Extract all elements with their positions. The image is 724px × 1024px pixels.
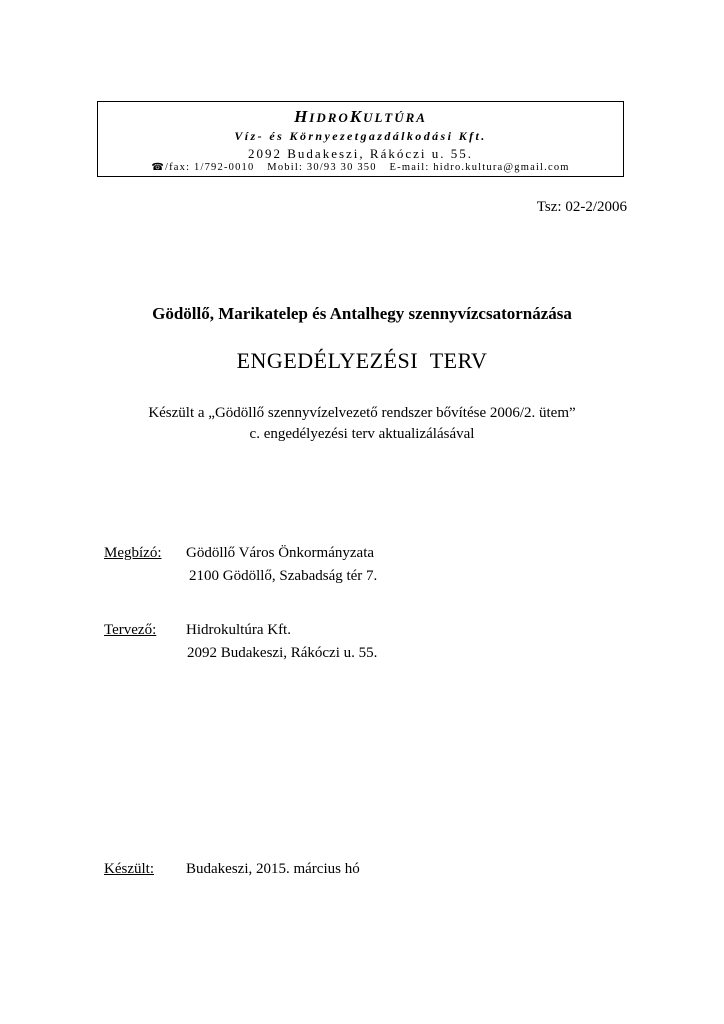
fax-number: /fax: 1/792-0010: [164, 162, 255, 173]
basis-line-2: c. engedélyezési terv aktualizálásával: [249, 426, 475, 442]
company-subtitle: Víz- és Környezetgazdálkodási Kft.: [234, 129, 487, 143]
letterhead: [97, 101, 624, 177]
project-title: Gödöllő, Marikatelep és Antalhegy szennyvízcsatornázása: [152, 304, 572, 323]
prepared-label: Készült:: [104, 861, 154, 877]
company-suffix-rest: ULTÚRA: [363, 110, 427, 125]
client-label: Megbízó:: [104, 545, 162, 561]
mobile-number: Mobil: 30/93 30 350: [267, 162, 377, 173]
designer-name: Hidrokultúra Kft.: [186, 622, 291, 638]
prepared-value: Budakeszi, 2015. március hó: [186, 861, 360, 877]
company-suffix-k: K: [349, 107, 364, 126]
email-address: E-mail: hidro.kultura@gmail.com: [389, 162, 570, 173]
basis-line-1: Készült a „Gödöllő szennyvízelvezető rendszer bővítése 2006/2. ütem”: [148, 405, 576, 421]
reference-number: Tsz: 02-2/2006: [536, 199, 627, 215]
client-address: 2100 Gödöllő, Szabadság tér 7.: [189, 568, 378, 584]
designer-address: 2092 Budakeszi, Rákóczi u. 55.: [187, 645, 378, 661]
company-name: [98, 107, 623, 127]
company-address: 2092 Budakeszi, Rákóczi u. 55.: [248, 146, 473, 161]
company-prefix-rest: IDRO: [309, 110, 350, 125]
company-prefix-h: H: [294, 107, 310, 126]
telephone-icon: ☎: [151, 162, 165, 173]
document-title: ENGEDÉLYEZÉSI TERV: [236, 348, 488, 373]
client-name: Gödöllő Város Önkormányzata: [186, 545, 375, 561]
company-contact: [98, 162, 623, 173]
designer-label: Tervező:: [104, 622, 157, 638]
